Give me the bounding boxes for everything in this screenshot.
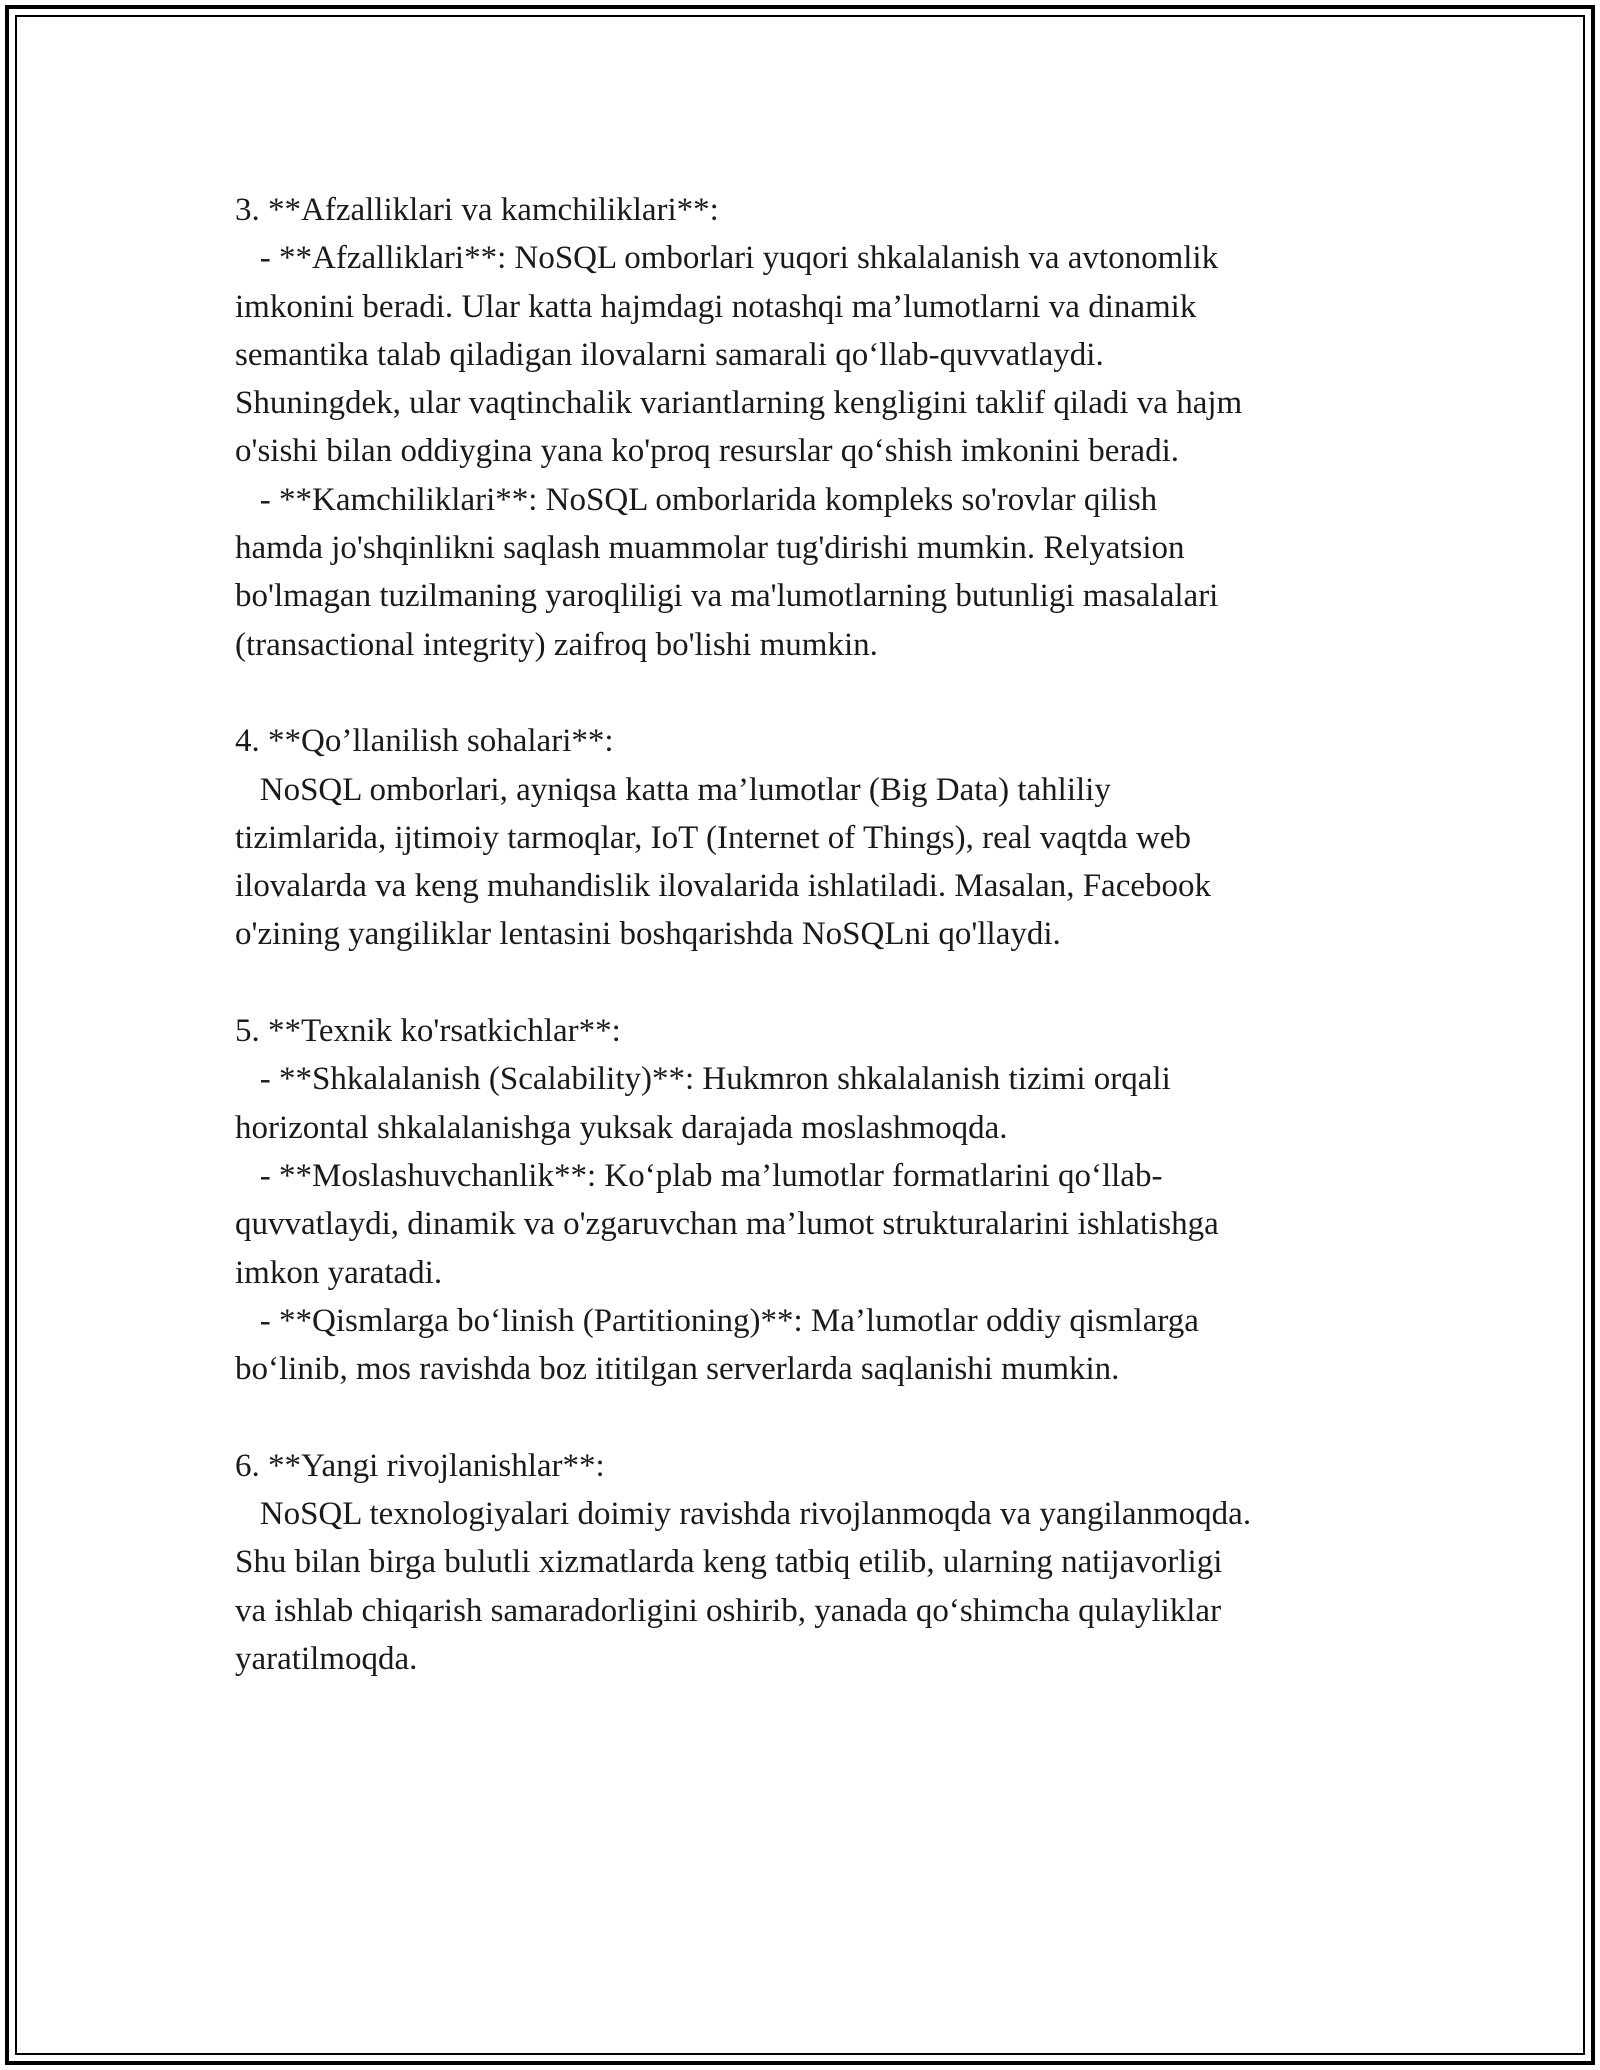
text-line: bo'lmagan tuzilmaning yaroqliligi va ma'lumotlarning butunligi masalalari <box>235 578 1219 615</box>
text-line: Shuningdek, ular vaqtinchalik variantlarning kengligini taklif qiladi va hajm <box>235 385 1243 422</box>
section-advantages <box>235 186 1395 669</box>
text-line: NoSQL omborlari, ayniqsa katta ma’lumotlar (Big Data) tahliliy <box>235 771 1111 808</box>
text-line: horizontal shkalalanishga yuksak darajada moslashmoqda. <box>235 1109 1008 1146</box>
text-line: yaratilmoqda. <box>235 1640 418 1677</box>
text-line: - **Qismlarga bo‘linish (Partitioning)**: Ma’lumotlar oddiy qismlarga <box>235 1302 1199 1339</box>
text-line: o'zining yangiliklar lentasini boshqarishda NoSQLni qo'llaydi. <box>235 916 1061 953</box>
text-line: Shu bilan birga bulutli xizmatlarda keng tatbiq etilib, ularning natijavorligi <box>235 1544 1223 1581</box>
section-heading: 6. **Yangi rivojlanishlar**: <box>235 1447 605 1484</box>
text-line: - **Afzalliklari**: NoSQL omborlari yuqori shkalalanish va avtonomlik <box>235 240 1219 277</box>
text-line: o'sishi bilan oddiygina yana ko'proq resurslar qo‘shish imkonini beradi. <box>235 433 1179 470</box>
section-application-areas <box>235 717 1395 958</box>
text-line: imkonini beradi. Ular katta hajmdagi notashqi ma’lumotlarni va dinamik <box>235 288 1197 325</box>
document-body <box>235 186 1395 1683</box>
paragraph-spacer <box>235 1393 1395 1441</box>
paragraph-spacer <box>235 959 1395 1007</box>
section-technical-indicators <box>235 1007 1395 1393</box>
text-line: hamda jo'shqinlikni saqlash muammolar tug'dirishi mumkin. Relyatsion <box>235 530 1185 567</box>
text-line: - **Kamchiliklari**: NoSQL omborlarida kompleks so'rovlar qilish <box>235 481 1158 518</box>
text-line: bo‘linib, mos ravishda boz ititilgan serverlarda saqlanishi mumkin. <box>235 1351 1120 1388</box>
section-heading: 5. **Texnik ko'rsatkichlar**: <box>235 1013 621 1050</box>
text-line: - **Moslashuvchanlik**: Ko‘plab ma’lumotlar formatlarini qo‘llab- <box>235 1157 1163 1194</box>
text-line: tizimlarida, ijtimoiy tarmoqlar, IoT (Internet of Things), real vaqtda web <box>235 819 1192 856</box>
text-line: quvvatlaydi, dinamik va o'zgaruvchan ma’lumot strukturalarini ishlatishga <box>235 1206 1219 1243</box>
paragraph-spacer <box>235 669 1395 717</box>
text-line: (transactional integrity) zaifroq bo'lishi mumkin. <box>235 626 878 663</box>
text-line: NoSQL texnologiyalari doimiy ravishda rivojlanmoqda va yangilanmoqda. <box>235 1496 1252 1533</box>
text-line: semantika talab qiladigan ilovalarni samarali qo‘llab-quvvatlaydi. <box>235 336 1104 373</box>
text-line: imkon yaratadi. <box>235 1254 443 1291</box>
text-line: va ishlab chiqarish samaradorligini oshirib, yanada qo‘shimcha qulayliklar <box>235 1592 1222 1629</box>
section-heading: 3. **Afzalliklari va kamchiliklari**: <box>235 192 719 228</box>
text-line: ilovalarda va keng muhandislik ilovalarida ishlatiladi. Masalan, Facebook <box>235 868 1211 905</box>
text-line: - **Shkalalanish (Scalability)**: Hukmron shkalalanish tizimi orqali <box>235 1061 1171 1098</box>
section-heading: 4. **Qo’llanilish sohalari**: <box>235 723 614 760</box>
section-new-developments <box>235 1442 1395 1683</box>
